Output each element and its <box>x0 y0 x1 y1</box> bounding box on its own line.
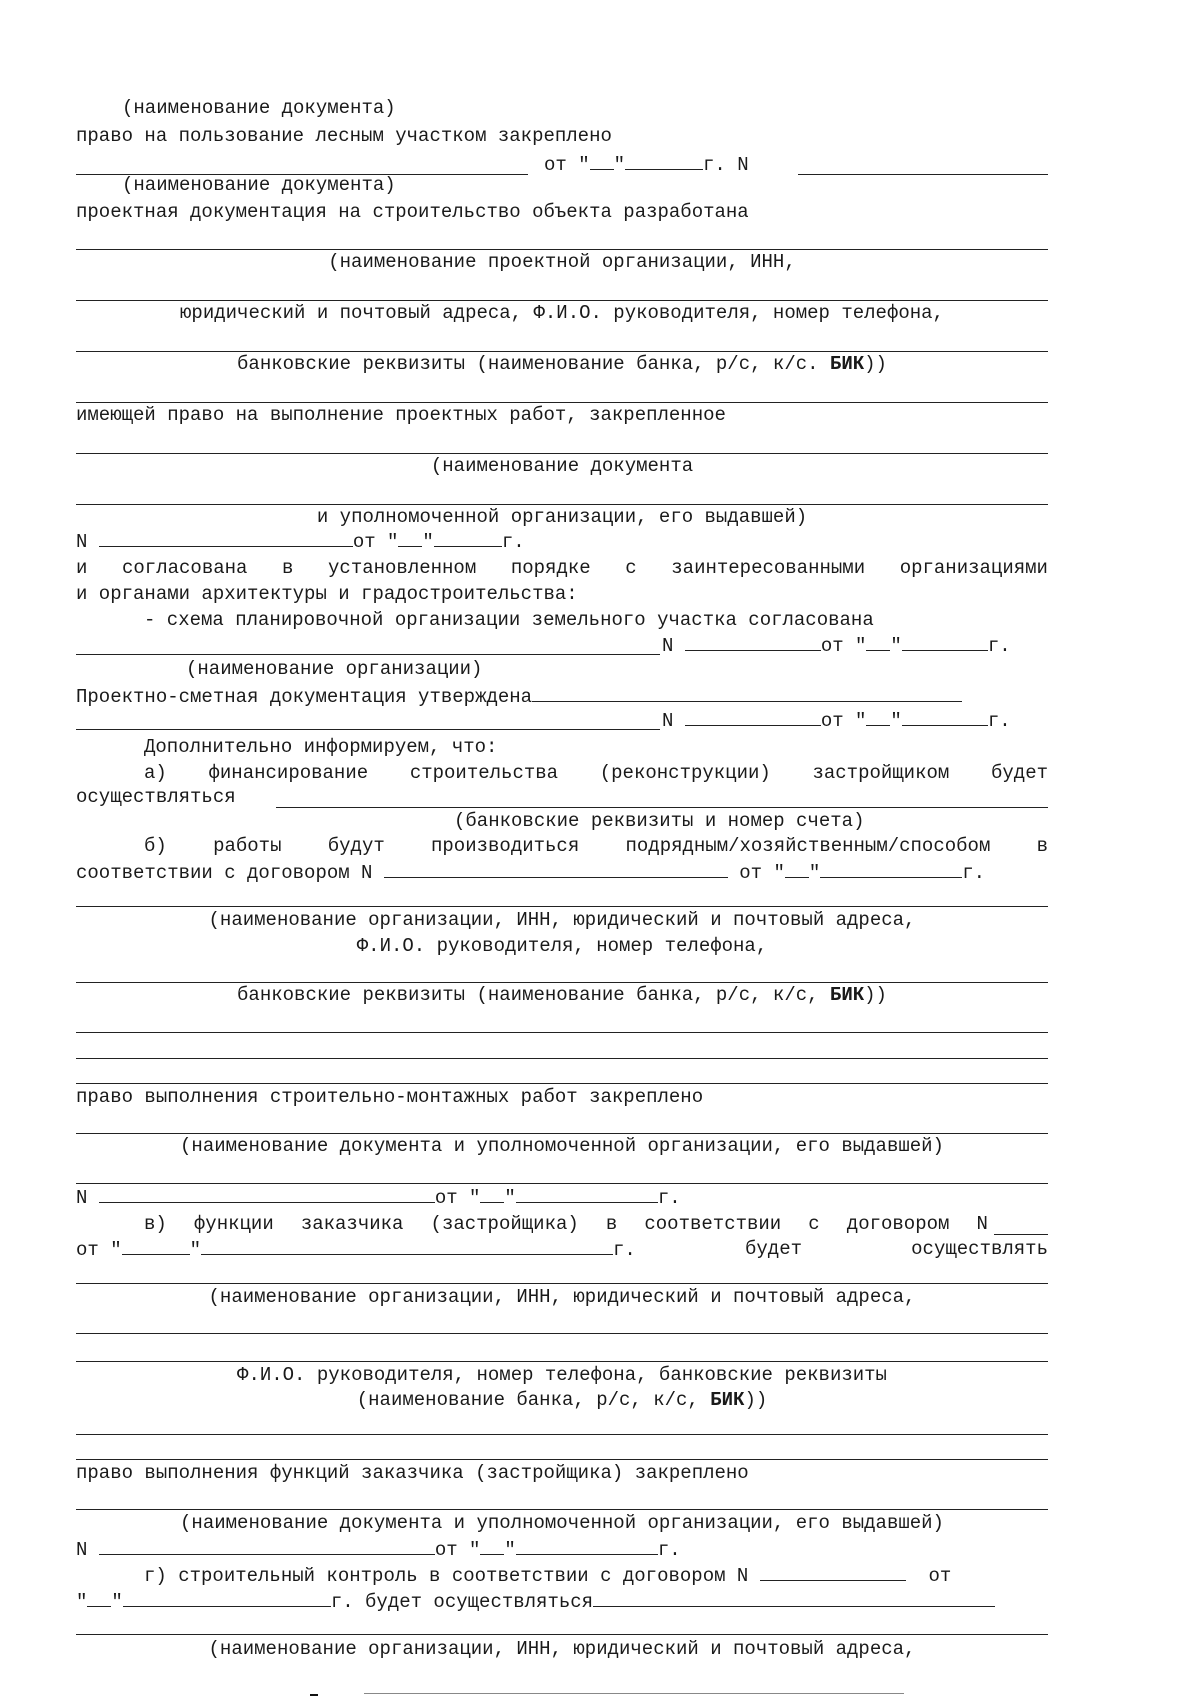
customer-functions-line: в) функции заказчика (застройщика) в соответствии с договором N <box>144 1213 988 1235</box>
caption-organization-1: (наименование организации) <box>186 658 483 680</box>
caption-bank-details-2: банковские реквизиты (наименование банка, р/с, к/с, БИК)) <box>237 984 887 1006</box>
additional-info-text: Дополнительно информируем, что: <box>144 736 498 758</box>
financing-continuation: осуществляться <box>76 786 236 808</box>
construction-control-date-line: " " г. будет осуществляться <box>76 1590 995 1613</box>
caption-document-name-1: (наименование документа) <box>122 97 396 119</box>
blank-line <box>76 1459 1048 1460</box>
caption-bank-details-3: (наименование банка, р/с, к/с, БИК)) <box>356 1389 768 1411</box>
caption-bank-details-1: банковские реквизиты (наименование банка, р/с, к/с. БИК)) <box>237 353 887 375</box>
number-date-line-1: N от " " г. <box>76 531 525 553</box>
blank-line <box>76 1509 1048 1510</box>
scan-artifact <box>364 1693 904 1694</box>
caption-document-name-3: (наименование документа <box>430 455 694 477</box>
number-blank <box>798 174 1048 175</box>
blank-line <box>76 453 1048 454</box>
blank-line <box>76 504 1048 505</box>
blank-line <box>76 906 1048 907</box>
estimate-docs-text: Проектно-сметная документация утверждена <box>76 685 962 708</box>
construction-control-line: г) строительный контроль в соответствии с договором N от <box>144 1565 952 1587</box>
number-blank <box>994 1234 1048 1235</box>
caption-issuing-org-2: (наименование документа и уполномоченной организации, его выдавшей) <box>180 1135 944 1157</box>
number-date-line-3: N от " " г. <box>662 710 1011 732</box>
caption-contractor-org: (наименование организации, ИНН, юридический и почтовый адреса, <box>208 909 916 931</box>
scan-artifact <box>310 1694 318 1696</box>
blank-line <box>76 300 1048 301</box>
construction-rights-text: право выполнения строительно-монтажных работ закреплено <box>76 1086 704 1108</box>
blank-line <box>76 1333 1048 1334</box>
works-method-line: б) работы будут производиться подрядным/хозяйственным/способом в <box>144 835 1048 857</box>
blank-line <box>76 402 1048 403</box>
blank-line <box>76 1361 1048 1362</box>
blank-line <box>76 1133 1048 1134</box>
site-plan-scheme-text: - схема планировочной организации земельного участка согласована <box>144 609 874 631</box>
financing-line: а) финансирование строительства (реконструкции) застройщиком будет <box>144 762 1048 784</box>
caption-project-org: (наименование проектной организации, ИНН, <box>328 251 796 273</box>
caption-issuing-org-3: (наименование документа и уполномоченной организации, его выдавшей) <box>180 1512 944 1534</box>
caption-customer-head: Ф.И.О. руководителя, номер телефона, банковские реквизиты <box>237 1364 887 1386</box>
blank-line <box>76 1283 1048 1284</box>
blank-line <box>76 982 1048 983</box>
blank-line <box>76 729 660 730</box>
number-date-line-4: N от " " г. <box>76 1187 681 1209</box>
contract-line-1: соответствии с договором N от " " г. <box>76 862 986 884</box>
customer-rights-text: право выполнения функций заказчика (застройщика) закреплено <box>76 1462 749 1484</box>
caption-address: юридический и почтовый адреса, Ф.И.О. руководителя, номер телефона, <box>180 302 944 324</box>
blank-line <box>76 1032 1048 1033</box>
blank-line <box>76 1434 1048 1435</box>
approval-line: и согласована в установленном порядке с заинтересованными организациями <box>76 557 1048 579</box>
design-rights-text: имеющей право на выполнение проектных работ, закрепленное <box>76 404 726 426</box>
number-date-line-2: N от " " г. <box>662 635 1011 657</box>
blank-line <box>76 351 1048 352</box>
number-date-line-5: N от " " г. <box>76 1539 681 1561</box>
architecture-bodies-text: и органами архитектуры и градостроительства: <box>76 583 578 605</box>
blank-line <box>76 249 1048 250</box>
caption-control-org: (наименование организации, ИНН, юридический и почтовый адреса, <box>208 1638 916 1660</box>
caption-bank-account: (банковские реквизиты и номер счета) <box>454 810 865 832</box>
blank-line <box>76 1083 1048 1084</box>
caption-document-name-2: (наименование документа) <box>122 174 396 196</box>
caption-issuing-org-1: и уполномоченной организации, его выдавшей) <box>316 506 808 528</box>
forest-plot-right-text: право на пользование лесным участком закреплено <box>76 125 612 147</box>
blank-line <box>76 1634 1048 1635</box>
customer-contract-date-line: от " " г. будет осуществлять <box>76 1238 1048 1261</box>
date-label: от " " г. N <box>544 154 749 176</box>
caption-contractor-head: Ф.И.О. руководителя, номер телефона, <box>356 935 768 957</box>
caption-customer-org: (наименование организации, ИНН, юридический и почтовый адреса, <box>208 1286 916 1308</box>
blank-line <box>76 1058 1048 1059</box>
blank-line <box>76 654 660 655</box>
project-docs-text: проектная документация на строительство объекта разработана <box>76 201 749 223</box>
blank-line <box>76 1183 1048 1184</box>
blank-line <box>276 807 1048 808</box>
